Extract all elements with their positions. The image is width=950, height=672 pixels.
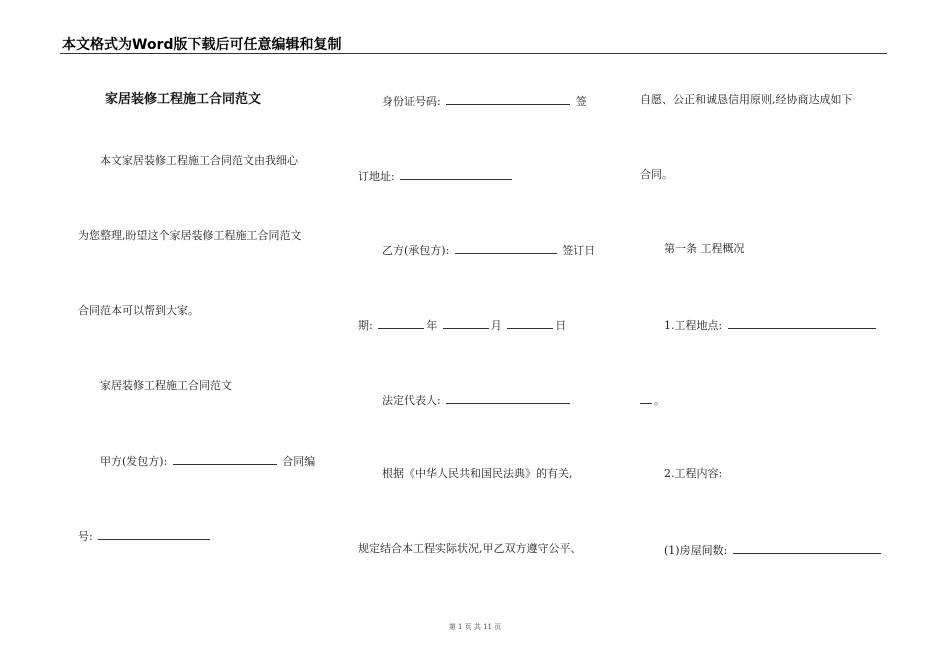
location-line bbox=[664, 317, 878, 333]
legal-rep-line bbox=[382, 392, 572, 408]
intro-line-2: 为您整理,盼望这个家居装修工程施工合同范文 bbox=[78, 229, 302, 242]
intro-line-3: 合同范本可以帮到大家。 bbox=[78, 304, 199, 317]
id-number-line bbox=[382, 93, 587, 109]
left-column bbox=[0, 0, 330, 672]
rules-line: 规定结合本工程实际状况,甲乙双方遵守公平、 bbox=[358, 542, 582, 555]
id-number-blank bbox=[446, 93, 570, 105]
location-label: 1.工程地点: bbox=[664, 319, 723, 332]
date-prefix: 期: bbox=[358, 319, 373, 332]
legal-rep-label: 法定代表人: bbox=[382, 394, 441, 407]
legal-rep-blank bbox=[446, 392, 570, 404]
sign-address-label: 订地址: bbox=[358, 170, 395, 183]
sign-address-blank bbox=[400, 168, 512, 180]
month-blank bbox=[443, 317, 489, 329]
date-line bbox=[358, 317, 566, 333]
page-header: 本文格式为Word版下载后可任意编辑和复制 bbox=[62, 37, 342, 53]
day-blank bbox=[507, 317, 553, 329]
party-a-label: 甲方(发包方): bbox=[100, 455, 168, 468]
sign-date-label: 签订日 bbox=[562, 244, 596, 257]
content-label: 2.工程内容: bbox=[664, 467, 723, 480]
month-label: 月 bbox=[490, 319, 502, 332]
contract-word: 合同。 bbox=[640, 168, 673, 181]
contract-no-label: 合同编 bbox=[282, 455, 316, 468]
year-blank bbox=[378, 317, 424, 329]
year-label: 年 bbox=[426, 319, 438, 332]
id-number-label: 身份证号码: bbox=[382, 95, 441, 108]
party-a-blank bbox=[173, 453, 277, 465]
rooms-label: (1)房屋间数: bbox=[664, 544, 728, 557]
day-label: 日 bbox=[555, 319, 567, 332]
basis-line: 根据《中华人民共和国民法典》的有关, bbox=[382, 467, 573, 480]
document-title: 家居装修工程施工合同范文 bbox=[105, 92, 262, 107]
location-end: 。 bbox=[654, 394, 665, 407]
location-blank bbox=[728, 317, 876, 329]
party-b-blank bbox=[455, 242, 557, 254]
contract-no-line bbox=[78, 528, 212, 544]
party-a-line bbox=[100, 453, 315, 469]
party-b-line bbox=[382, 242, 595, 258]
page-footer: 第 1 页 共 11 页 bbox=[448, 623, 502, 631]
rooms-blank bbox=[733, 542, 881, 554]
contract-no-blank bbox=[98, 528, 210, 540]
principle-line: 自愿、公正和诚恳信用原则,经协商达成如下 bbox=[640, 93, 853, 106]
intro-line-1: 本文家居装修工程施工合同范文由我细心 bbox=[100, 154, 298, 167]
location-end-blank bbox=[640, 392, 652, 404]
right-column bbox=[630, 0, 900, 672]
article-1-heading: 第一条 工程概况 bbox=[664, 242, 745, 255]
rooms-line bbox=[664, 542, 883, 558]
section-subtitle: 家居装修工程施工合同范文 bbox=[100, 379, 232, 392]
sign-suffix: 签 bbox=[575, 95, 587, 108]
sign-address-line bbox=[358, 168, 514, 184]
contract-no-cont: 号: bbox=[78, 530, 93, 543]
party-b-label: 乙方(承包方): bbox=[382, 244, 450, 257]
middle-column bbox=[340, 0, 630, 672]
location-end-line bbox=[640, 392, 665, 408]
